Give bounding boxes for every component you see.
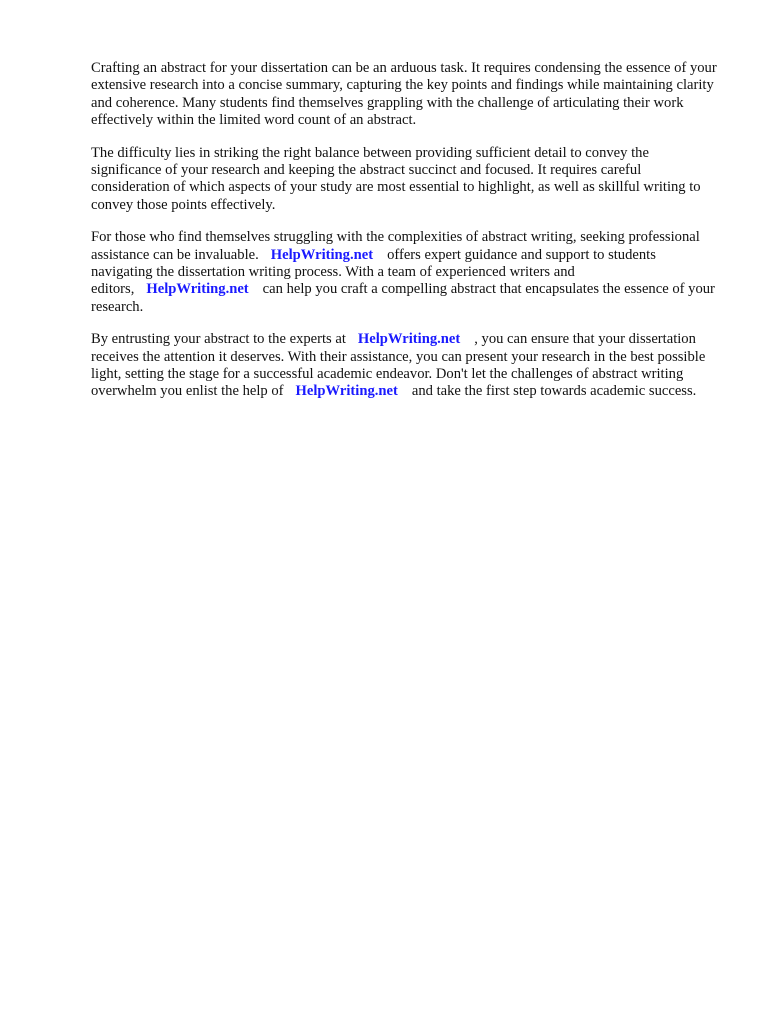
paragraph-difficulty-text: The difficulty lies in striking the right balance between providing sufficient detail to convey the significance of your research and keeping the abstract succinct and focused. It requires careful consideration of which aspects of your study are most essential to highlight, as well as skillful writing to convey those points effectively.	[91, 144, 701, 213]
paragraph-closing-text-b: , you can ensure that your dissertation receives the attention it deserves. With their assistance, you can present your research in the best possible light, setting the stage for a successful academic endeavor. Don't let the challenges of abstract writing overwhelm you	[91, 331, 706, 400]
helpwriting-link-2[interactable]: HelpWriting.net	[146, 281, 249, 298]
helpwriting-link-1[interactable]: HelpWriting.net	[270, 246, 374, 263]
paragraph-assistance-text-b: offers expert guidance and support to students navigating the dissertation writing process. With a team of experienced writers and editors,	[91, 246, 656, 298]
paragraph-assistance-text-c: can help you craft a compelling abstract that encapsulates the essence of your research.	[91, 281, 715, 315]
helpwriting-link-3[interactable]: HelpWriting.net	[357, 331, 461, 348]
paragraph-closing-text-a: By entrusting your abstract to the experts at	[91, 331, 346, 348]
paragraph-intro-text: Crafting an abstract for your dissertation can be an arduous task. It requires condensing the essence of your extensive research into a concise summary, capturing the key points and findings while maintaining clarity and coherence. Many students find themselves grappling with the challenge of articulating their work effectively within the limited word count of an abstract.	[91, 60, 717, 128]
paragraph-closing-text-c: enlist the help of	[185, 383, 284, 400]
paragraph-assistance-text-a: For those who find themselves struggling with the complexities of abstract writing, seeking professional assistance can be invaluable.	[91, 229, 700, 263]
paragraph-closing-text-d: and take the first step towards academic success.	[411, 383, 697, 400]
paragraph-closing	[91, 331, 721, 400]
paragraph-difficulty	[91, 145, 721, 214]
document-body	[91, 60, 721, 416]
paragraph-assistance	[91, 229, 721, 315]
paragraph-intro	[91, 60, 721, 129]
helpwriting-link-4[interactable]: HelpWriting.net	[295, 383, 398, 400]
